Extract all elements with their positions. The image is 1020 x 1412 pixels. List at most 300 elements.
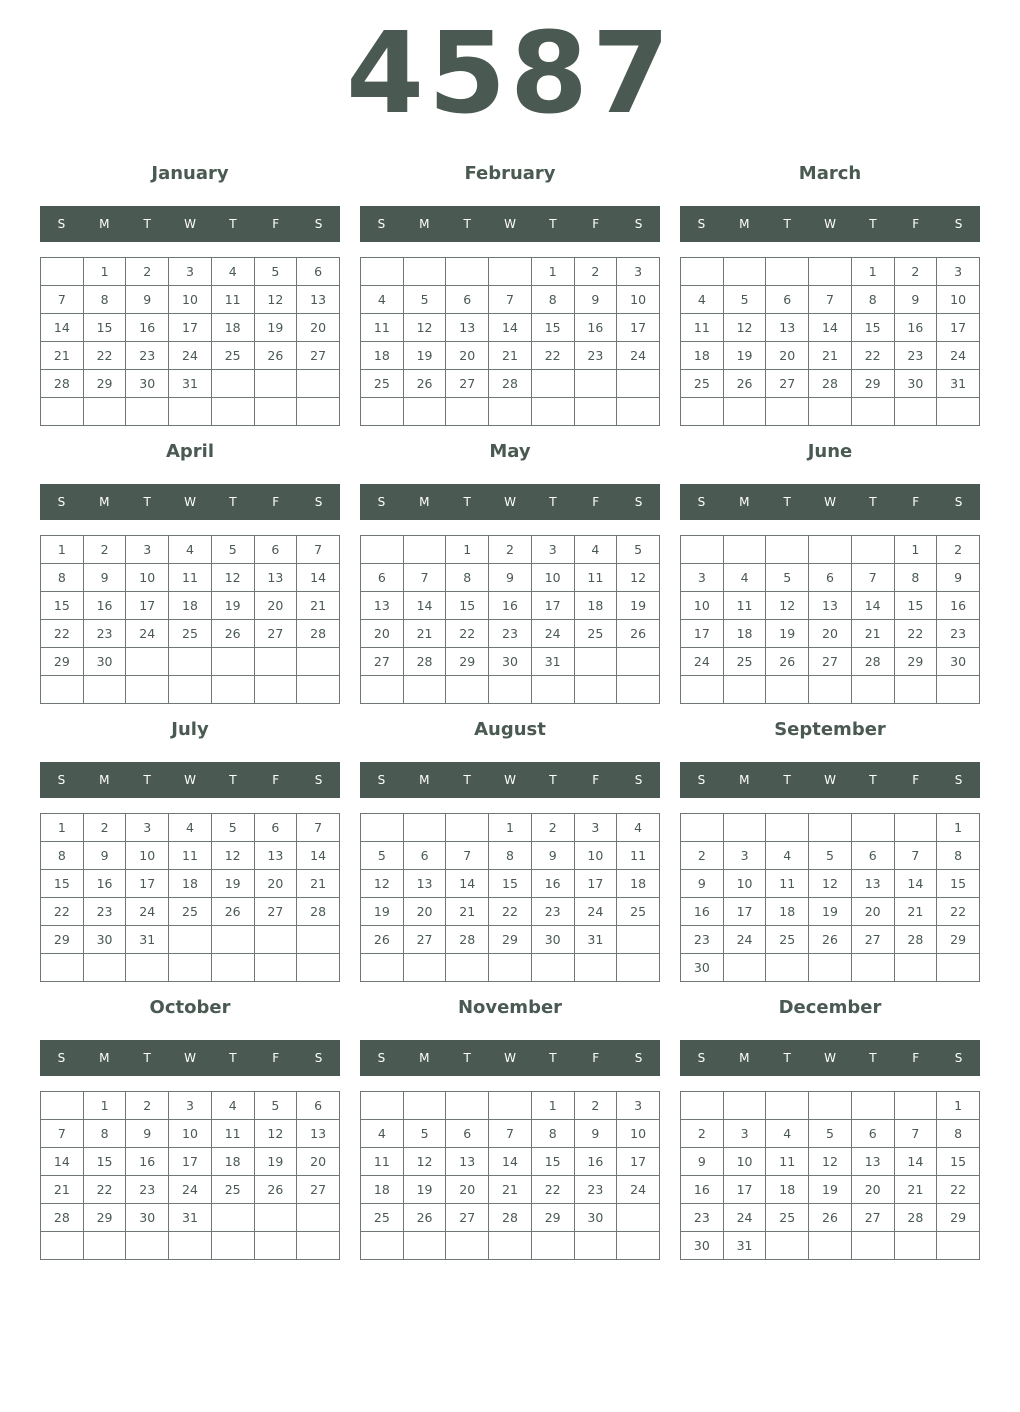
- day-cell: 17: [169, 314, 212, 342]
- day-cell: [937, 676, 980, 704]
- day-cell: [446, 676, 489, 704]
- day-cell: 6: [254, 536, 297, 564]
- day-cell: 14: [41, 314, 84, 342]
- month-january: [40, 160, 340, 430]
- weekday-label: S: [314, 495, 323, 509]
- weekday-label: S: [634, 495, 643, 509]
- day-cell: 28: [41, 370, 84, 398]
- day-cell: 21: [403, 620, 446, 648]
- day-cell: 20: [297, 314, 340, 342]
- weekday-label: S: [954, 773, 963, 787]
- day-cell: [489, 398, 532, 426]
- day-cell: [723, 814, 766, 842]
- day-cell: [361, 954, 404, 982]
- day-cell: 19: [617, 592, 660, 620]
- week-row: [681, 648, 980, 676]
- day-cell: 19: [254, 314, 297, 342]
- week-row: [361, 1176, 660, 1204]
- day-cell: [211, 954, 254, 982]
- day-cell: 9: [126, 1120, 169, 1148]
- day-grid: [40, 1091, 340, 1260]
- weekday-label: M: [99, 773, 110, 787]
- day-cell: [809, 814, 852, 842]
- day-cell: 17: [617, 314, 660, 342]
- day-cell: 12: [766, 592, 809, 620]
- day-cell: [169, 926, 212, 954]
- day-cell: [766, 676, 809, 704]
- day-cell: [489, 1232, 532, 1260]
- day-cell: [766, 1232, 809, 1260]
- day-cell: 12: [211, 564, 254, 592]
- day-cell: 26: [403, 370, 446, 398]
- day-cell: 18: [681, 342, 724, 370]
- day-cell: 22: [83, 1176, 126, 1204]
- day-cell: 23: [489, 620, 532, 648]
- day-cell: [809, 954, 852, 982]
- day-cell: 13: [446, 1148, 489, 1176]
- day-cell: [894, 1092, 937, 1120]
- weekday-label: M: [419, 217, 430, 231]
- weekday-label: M: [99, 217, 110, 231]
- day-cell: 16: [681, 898, 724, 926]
- day-grid: [680, 813, 980, 982]
- day-cell: 14: [41, 1148, 84, 1176]
- weekday-label: F: [592, 1051, 600, 1065]
- day-cell: 9: [531, 842, 574, 870]
- week-row: [681, 926, 980, 954]
- day-cell: 27: [297, 342, 340, 370]
- week-row: [681, 342, 980, 370]
- week-row: [41, 564, 340, 592]
- day-cell: 25: [211, 1176, 254, 1204]
- day-cell: [41, 258, 84, 286]
- day-cell: [617, 954, 660, 982]
- weekday-label: W: [504, 1051, 516, 1065]
- day-cell: 5: [211, 536, 254, 564]
- day-cell: [254, 954, 297, 982]
- week-row: [681, 314, 980, 342]
- day-cell: 24: [169, 1176, 212, 1204]
- day-cell: 25: [211, 342, 254, 370]
- day-cell: 2: [83, 814, 126, 842]
- week-row: [41, 1204, 340, 1232]
- day-grid: [680, 1091, 980, 1260]
- day-cell: 26: [361, 926, 404, 954]
- day-cell: [617, 926, 660, 954]
- day-cell: [809, 398, 852, 426]
- weekday-label: F: [272, 1051, 280, 1065]
- day-cell: 14: [489, 1148, 532, 1176]
- day-cell: 20: [254, 870, 297, 898]
- day-cell: 9: [574, 286, 617, 314]
- weekday-header: [680, 484, 980, 520]
- day-cell: [126, 1232, 169, 1260]
- day-cell: 14: [297, 564, 340, 592]
- day-cell: 4: [574, 536, 617, 564]
- day-cell: 30: [83, 648, 126, 676]
- day-cell: 24: [723, 926, 766, 954]
- day-cell: [297, 926, 340, 954]
- day-cell: [41, 676, 84, 704]
- week-row: [361, 898, 660, 926]
- day-cell: 26: [766, 648, 809, 676]
- day-cell: [297, 1232, 340, 1260]
- day-cell: 22: [937, 1176, 980, 1204]
- day-cell: 4: [681, 286, 724, 314]
- day-cell: 20: [446, 342, 489, 370]
- day-cell: 15: [83, 314, 126, 342]
- day-cell: 1: [446, 536, 489, 564]
- weekday-label: T: [783, 495, 791, 509]
- week-row: [681, 870, 980, 898]
- day-cell: [894, 398, 937, 426]
- day-cell: 23: [126, 1176, 169, 1204]
- day-cell: 5: [254, 1092, 297, 1120]
- day-cell: 21: [41, 1176, 84, 1204]
- day-cell: [851, 1232, 894, 1260]
- day-cell: [41, 1232, 84, 1260]
- month-march: [680, 160, 980, 430]
- day-cell: 30: [574, 1204, 617, 1232]
- week-row: [361, 592, 660, 620]
- day-cell: 9: [83, 842, 126, 870]
- day-cell: 13: [254, 842, 297, 870]
- day-cell: 17: [723, 898, 766, 926]
- day-cell: 23: [574, 342, 617, 370]
- day-cell: 10: [937, 286, 980, 314]
- day-cell: 26: [809, 926, 852, 954]
- day-cell: 20: [809, 620, 852, 648]
- day-cell: 28: [809, 370, 852, 398]
- weekday-label: M: [99, 1051, 110, 1065]
- week-row: [41, 1176, 340, 1204]
- weekday-header: [360, 484, 660, 520]
- day-cell: [211, 1232, 254, 1260]
- week-row: [681, 564, 980, 592]
- day-cell: 6: [446, 286, 489, 314]
- day-cell: [297, 648, 340, 676]
- day-cell: 30: [126, 370, 169, 398]
- weekday-label: W: [824, 217, 836, 231]
- day-cell: [531, 676, 574, 704]
- week-row: [41, 870, 340, 898]
- day-cell: 26: [617, 620, 660, 648]
- weekday-header: [680, 762, 980, 798]
- day-cell: [297, 370, 340, 398]
- day-cell: [211, 648, 254, 676]
- day-cell: 25: [169, 898, 212, 926]
- day-cell: [681, 676, 724, 704]
- day-cell: [809, 1092, 852, 1120]
- day-cell: 2: [574, 1092, 617, 1120]
- day-cell: 19: [403, 1176, 446, 1204]
- day-cell: 22: [531, 342, 574, 370]
- day-cell: 18: [766, 898, 809, 926]
- day-cell: 28: [41, 1204, 84, 1232]
- day-cell: 26: [211, 898, 254, 926]
- day-cell: [681, 536, 724, 564]
- day-cell: 21: [809, 342, 852, 370]
- day-cell: 14: [851, 592, 894, 620]
- day-cell: 17: [681, 620, 724, 648]
- day-cell: [937, 1232, 980, 1260]
- day-cell: 21: [894, 1176, 937, 1204]
- day-cell: 5: [617, 536, 660, 564]
- day-cell: 21: [297, 870, 340, 898]
- week-row: [41, 814, 340, 842]
- weekday-label: T: [869, 773, 877, 787]
- day-cell: 29: [83, 370, 126, 398]
- day-cell: [446, 954, 489, 982]
- day-cell: 11: [169, 842, 212, 870]
- day-cell: 9: [574, 1120, 617, 1148]
- day-cell: 27: [766, 370, 809, 398]
- weekday-label: T: [869, 217, 877, 231]
- day-cell: 4: [211, 1092, 254, 1120]
- week-row: [681, 1232, 980, 1260]
- day-cell: 14: [894, 1148, 937, 1176]
- day-cell: 27: [809, 648, 852, 676]
- weekday-label: T: [463, 217, 471, 231]
- day-cell: 3: [681, 564, 724, 592]
- day-cell: 8: [937, 1120, 980, 1148]
- day-cell: 5: [403, 286, 446, 314]
- week-row: [361, 1120, 660, 1148]
- month-title: October: [149, 997, 231, 1018]
- month-february: [360, 160, 660, 430]
- day-cell: 12: [809, 1148, 852, 1176]
- day-cell: [83, 1232, 126, 1260]
- day-cell: 7: [403, 564, 446, 592]
- day-cell: 31: [169, 370, 212, 398]
- weekday-label: W: [504, 217, 516, 231]
- day-cell: 25: [766, 926, 809, 954]
- day-cell: [169, 676, 212, 704]
- day-cell: 26: [211, 620, 254, 648]
- day-cell: 25: [169, 620, 212, 648]
- day-cell: 29: [937, 1204, 980, 1232]
- weekday-label: F: [272, 495, 280, 509]
- day-cell: 14: [489, 314, 532, 342]
- weekday-label: W: [184, 773, 196, 787]
- weekday-label: F: [272, 773, 280, 787]
- weekday-label: W: [184, 217, 196, 231]
- day-cell: 19: [809, 898, 852, 926]
- day-cell: 5: [403, 1120, 446, 1148]
- day-cell: 8: [937, 842, 980, 870]
- weekday-label: S: [57, 495, 66, 509]
- day-cell: [809, 258, 852, 286]
- month-title: December: [778, 997, 882, 1018]
- day-cell: [211, 1204, 254, 1232]
- week-row: [361, 676, 660, 704]
- weekday-label: S: [377, 773, 386, 787]
- day-cell: 7: [446, 842, 489, 870]
- day-cell: 18: [169, 592, 212, 620]
- day-cell: [254, 676, 297, 704]
- day-cell: [361, 1092, 404, 1120]
- week-row: [41, 398, 340, 426]
- week-row: [361, 648, 660, 676]
- day-cell: 23: [126, 342, 169, 370]
- day-cell: 23: [937, 620, 980, 648]
- day-cell: [574, 1232, 617, 1260]
- day-cell: 24: [126, 898, 169, 926]
- day-cell: 7: [297, 814, 340, 842]
- day-cell: 19: [211, 870, 254, 898]
- day-cell: [403, 1232, 446, 1260]
- day-cell: 13: [254, 564, 297, 592]
- day-cell: 12: [211, 842, 254, 870]
- day-cell: 24: [681, 648, 724, 676]
- day-cell: [254, 398, 297, 426]
- weekday-label: S: [697, 217, 706, 231]
- week-row: [41, 954, 340, 982]
- day-cell: 12: [723, 314, 766, 342]
- day-cell: 14: [446, 870, 489, 898]
- day-cell: 11: [766, 1148, 809, 1176]
- day-grid: [680, 257, 980, 426]
- day-cell: 6: [851, 1120, 894, 1148]
- day-cell: 22: [531, 1176, 574, 1204]
- day-cell: 4: [361, 286, 404, 314]
- day-cell: 11: [574, 564, 617, 592]
- day-cell: 30: [937, 648, 980, 676]
- day-cell: 9: [681, 1148, 724, 1176]
- day-cell: 13: [361, 592, 404, 620]
- day-cell: 7: [489, 286, 532, 314]
- weekday-label: F: [592, 773, 600, 787]
- day-cell: 28: [489, 1204, 532, 1232]
- day-cell: 15: [894, 592, 937, 620]
- day-cell: 17: [723, 1176, 766, 1204]
- day-cell: 21: [489, 1176, 532, 1204]
- day-cell: 13: [851, 870, 894, 898]
- day-cell: 19: [403, 342, 446, 370]
- day-cell: [489, 258, 532, 286]
- day-cell: 21: [446, 898, 489, 926]
- week-row: [361, 926, 660, 954]
- weekday-header: [360, 206, 660, 242]
- weekday-label: S: [954, 1051, 963, 1065]
- day-cell: 27: [851, 926, 894, 954]
- day-cell: 25: [723, 648, 766, 676]
- day-cell: 26: [809, 1204, 852, 1232]
- day-cell: 10: [617, 286, 660, 314]
- day-cell: 11: [169, 564, 212, 592]
- day-cell: 24: [617, 1176, 660, 1204]
- week-row: [681, 398, 980, 426]
- day-cell: 11: [361, 314, 404, 342]
- weekday-header: [680, 206, 980, 242]
- weekday-label: F: [912, 217, 920, 231]
- day-cell: 3: [937, 258, 980, 286]
- day-cell: 23: [83, 620, 126, 648]
- week-row: [361, 398, 660, 426]
- day-cell: 24: [617, 342, 660, 370]
- week-row: [361, 1092, 660, 1120]
- weekday-label: T: [463, 773, 471, 787]
- week-row: [681, 676, 980, 704]
- month-august: [360, 716, 660, 986]
- day-cell: 7: [809, 286, 852, 314]
- day-cell: 25: [361, 370, 404, 398]
- day-cell: 19: [361, 898, 404, 926]
- day-cell: 13: [766, 314, 809, 342]
- week-row: [681, 592, 980, 620]
- day-cell: 7: [297, 536, 340, 564]
- weekday-label: S: [697, 495, 706, 509]
- day-cell: 18: [361, 1176, 404, 1204]
- day-cell: [361, 1232, 404, 1260]
- day-cell: 25: [681, 370, 724, 398]
- day-cell: 5: [809, 842, 852, 870]
- day-cell: 3: [126, 536, 169, 564]
- day-cell: 13: [446, 314, 489, 342]
- day-cell: 4: [766, 842, 809, 870]
- month-may: [360, 438, 660, 708]
- day-cell: 8: [446, 564, 489, 592]
- day-cell: 30: [681, 954, 724, 982]
- day-cell: 6: [766, 286, 809, 314]
- day-cell: 27: [254, 620, 297, 648]
- weekday-label: T: [549, 773, 557, 787]
- day-cell: 1: [531, 258, 574, 286]
- day-cell: 27: [403, 926, 446, 954]
- weekday-label: T: [143, 773, 151, 787]
- day-cell: [361, 398, 404, 426]
- month-september: [680, 716, 980, 986]
- day-cell: 10: [723, 870, 766, 898]
- day-cell: 11: [766, 870, 809, 898]
- day-cell: 3: [126, 814, 169, 842]
- day-cell: 8: [83, 1120, 126, 1148]
- day-cell: 27: [297, 1176, 340, 1204]
- day-cell: 1: [937, 1092, 980, 1120]
- day-cell: [851, 676, 894, 704]
- day-cell: [809, 1232, 852, 1260]
- day-cell: [446, 258, 489, 286]
- day-cell: 6: [254, 814, 297, 842]
- day-cell: 23: [894, 342, 937, 370]
- month-title: January: [151, 163, 229, 184]
- day-cell: [489, 954, 532, 982]
- week-row: [361, 954, 660, 982]
- day-cell: 6: [446, 1120, 489, 1148]
- day-cell: 28: [297, 620, 340, 648]
- day-cell: 16: [894, 314, 937, 342]
- day-cell: 29: [851, 370, 894, 398]
- week-row: [41, 286, 340, 314]
- weekday-label: T: [783, 773, 791, 787]
- day-cell: 13: [297, 286, 340, 314]
- week-row: [361, 342, 660, 370]
- week-row: [681, 814, 980, 842]
- day-cell: [169, 954, 212, 982]
- weekday-label: F: [912, 773, 920, 787]
- day-cell: 3: [617, 258, 660, 286]
- day-cell: 28: [851, 648, 894, 676]
- day-cell: 22: [894, 620, 937, 648]
- day-cell: 7: [41, 1120, 84, 1148]
- day-cell: 21: [894, 898, 937, 926]
- day-cell: 22: [41, 898, 84, 926]
- day-cell: [809, 536, 852, 564]
- day-cell: 13: [851, 1148, 894, 1176]
- day-cell: [41, 1092, 84, 1120]
- day-grid: [40, 535, 340, 704]
- month-title: April: [165, 441, 215, 462]
